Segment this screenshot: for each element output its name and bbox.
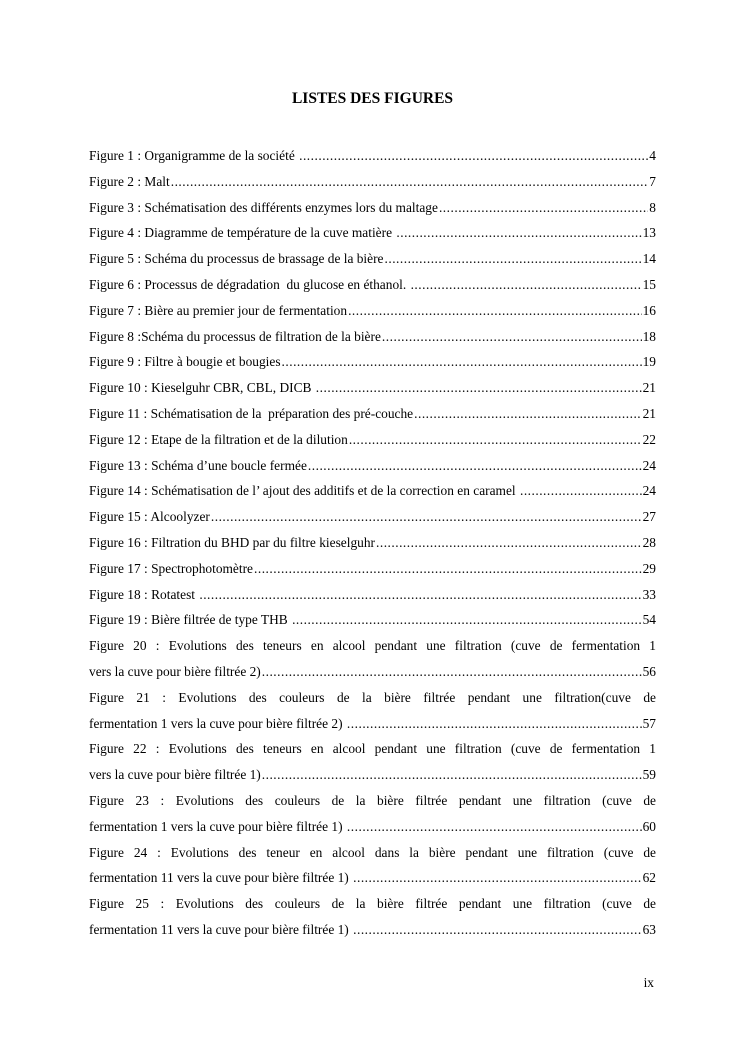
figure-title: Figure 6 : Processus de dégradation du glucose en éthanol.: [89, 276, 410, 292]
dot-leader: [292, 607, 642, 633]
dot-leader: [316, 375, 642, 401]
figure-title: Figure 7 : Bière au premier jour de fermentation: [89, 302, 348, 318]
figure-title: Figure 13 : Schéma d’une boucle fermée: [89, 457, 307, 473]
figure-entry-22[interactable]: [89, 736, 656, 788]
figure-title-line-1: Figure 25 : Evolutions des couleurs de la bière filtrée pendant une filtration (cuve de: [89, 896, 656, 912]
dot-leader: [199, 582, 641, 608]
figure-page-number: 13: [642, 225, 656, 241]
figure-entry-20[interactable]: [89, 633, 656, 685]
dot-leader: [376, 530, 642, 556]
figure-title: Figure 11 : Schématisation de la préparation des pré-couche: [89, 405, 414, 421]
figure-title-line-1: Figure 21 : Evolutions des couleurs de la bière filtrée pendant une filtration(cuve de: [89, 689, 656, 705]
figure-title: Figure 12 : Etape de la filtration et de la dilution: [89, 431, 348, 447]
figure-page-number: 7: [649, 173, 656, 189]
figure-page-number: 16: [642, 302, 656, 318]
dot-leader: [349, 427, 642, 453]
figure-entry-24[interactable]: [89, 840, 656, 892]
figure-page-number: 19: [642, 354, 656, 370]
figure-entry-7[interactable]: [89, 298, 656, 324]
figure-entry-6[interactable]: [89, 272, 656, 298]
dot-leader: [299, 143, 648, 169]
figure-entry-4[interactable]: [89, 220, 656, 246]
figure-page-number: 63: [642, 921, 656, 937]
page-title: LISTES DES FIGURES: [291, 90, 454, 107]
figure-entry-25[interactable]: [89, 891, 656, 943]
figure-page-number: 8: [649, 199, 656, 215]
figure-page-number: 60: [642, 818, 656, 834]
figure-entry-1[interactable]: [89, 143, 656, 169]
figure-page-number: 28: [642, 534, 656, 550]
figure-entry-17[interactable]: [89, 556, 656, 582]
figure-title-line-1: Figure 22 : Evolutions des teneurs en alcool pendant une filtration (cuve de fermentation 1: [89, 741, 656, 757]
dot-leader: [353, 865, 641, 891]
dot-leader: [382, 324, 642, 350]
figure-entry-11[interactable]: [89, 401, 656, 427]
page-number: ix: [643, 975, 654, 990]
dot-leader: [262, 659, 642, 685]
figure-title: Figure 16 : Filtration du BHD par du filtre kieselguhr: [89, 534, 375, 550]
figure-title-line-2: fermentation 11 vers la cuve pour bière filtrée 1): [89, 921, 353, 937]
figure-entry-2[interactable]: [89, 169, 656, 195]
dot-leader: [348, 298, 642, 324]
figure-page-number: 29: [642, 560, 656, 576]
dot-leader: [262, 762, 642, 788]
dot-leader: [347, 814, 642, 840]
dot-leader: [439, 195, 648, 221]
figure-entry-15[interactable]: [89, 504, 656, 530]
dot-leader: [414, 401, 641, 427]
figure-page-number: 59: [642, 767, 656, 783]
figure-entry-16[interactable]: [89, 530, 656, 556]
figure-page-number: 21: [642, 405, 656, 421]
figure-title-line-2: vers la cuve pour bière filtrée 2): [89, 663, 261, 679]
figure-page-number: 14: [642, 251, 656, 267]
figure-entry-5[interactable]: [89, 246, 656, 272]
figure-title-line-2: fermentation 1 vers la cuve pour bière filtrée 1): [89, 818, 346, 834]
dot-leader: [308, 453, 642, 479]
figure-title: Figure 9 : Filtre à bougie et bougies: [89, 354, 281, 370]
figure-title: Figure 3 : Schématisation des différents enzymes lors du maltage: [89, 199, 438, 215]
figure-title: Figure 19 : Bière filtrée de type THB: [89, 612, 292, 628]
figure-page-number: 27: [642, 509, 656, 525]
figure-title: Figure 10 : Kieselguhr CBR, CBL, DICB: [89, 380, 315, 396]
figure-page-number: 18: [642, 328, 656, 344]
figure-entry-21[interactable]: [89, 685, 656, 737]
figure-page-number: 54: [642, 612, 656, 628]
figure-page-number: 56: [642, 663, 656, 679]
figure-title-line-2: vers la cuve pour bière filtrée 1): [89, 767, 261, 783]
figure-entry-3[interactable]: [89, 195, 656, 221]
figure-title: Figure 14 : Schématisation de l’ ajout des additifs et de la correction en caramel: [89, 483, 519, 499]
figure-page-number: 24: [642, 483, 656, 499]
figure-title: Figure 2 : Malt: [89, 173, 170, 189]
dot-leader: [396, 220, 641, 246]
dot-leader: [254, 556, 642, 582]
figure-title: Figure 18 : Rotatest: [89, 586, 199, 602]
figure-page-number: 24: [642, 457, 656, 473]
figure-title: Figure 5 : Schéma du processus de brassage de la bière: [89, 251, 384, 267]
figure-title-line-2: fermentation 11 vers la cuve pour bière filtrée 1): [89, 870, 353, 886]
figure-entry-10[interactable]: [89, 375, 656, 401]
dot-leader: [411, 272, 642, 298]
figure-title: Figure 15 : Alcoolyzer: [89, 509, 210, 525]
figure-entry-19[interactable]: [89, 607, 656, 633]
figure-title-line-1: Figure 20 : Evolutions des teneurs en alcool pendant une filtration (cuve de fermentation 1: [89, 638, 656, 654]
dot-leader: [520, 478, 642, 504]
figure-page-number: 62: [642, 870, 656, 886]
dot-leader: [385, 246, 642, 272]
figure-entry-8[interactable]: [89, 324, 656, 350]
figure-title-line-1: Figure 24 : Evolutions des teneur en alcool dans la bière pendant une filtration (cuve de: [89, 844, 656, 860]
figure-entry-23[interactable]: [89, 788, 656, 840]
figure-title-line-2: fermentation 1 vers la cuve pour bière filtrée 2): [89, 715, 346, 731]
figure-entry-12[interactable]: [89, 427, 656, 453]
figure-page-number: 57: [642, 715, 656, 731]
figure-title: Figure 1 : Organigramme de la société: [89, 148, 299, 163]
figure-page-number: 21: [642, 380, 656, 396]
figure-title: Figure 17 : Spectrophotomètre: [89, 560, 254, 576]
figure-entry-13[interactable]: [89, 453, 656, 479]
figure-page-number: 33: [642, 586, 656, 602]
figure-title: Figure 4 : Diagramme de température de la cuve matière: [89, 225, 396, 241]
figure-page-number: 22: [642, 431, 656, 447]
figure-list: [89, 143, 656, 943]
figure-entry-14[interactable]: [89, 478, 656, 504]
dot-leader: [282, 349, 642, 375]
figure-entry-18[interactable]: [89, 582, 656, 608]
dot-leader: [171, 169, 649, 195]
dot-leader: [353, 917, 641, 943]
dot-leader: [211, 504, 642, 530]
figure-page-number: 15: [642, 276, 656, 292]
figure-page-number: 4: [649, 148, 656, 163]
figure-title-line-1: Figure 23 : Evolutions des couleurs de la bière filtrée pendant une filtration (cuve de: [89, 792, 656, 808]
dot-leader: [347, 711, 642, 737]
figure-entry-9[interactable]: [89, 349, 656, 375]
figure-title: Figure 8 :Schéma du processus de filtration de la bière: [89, 328, 381, 344]
